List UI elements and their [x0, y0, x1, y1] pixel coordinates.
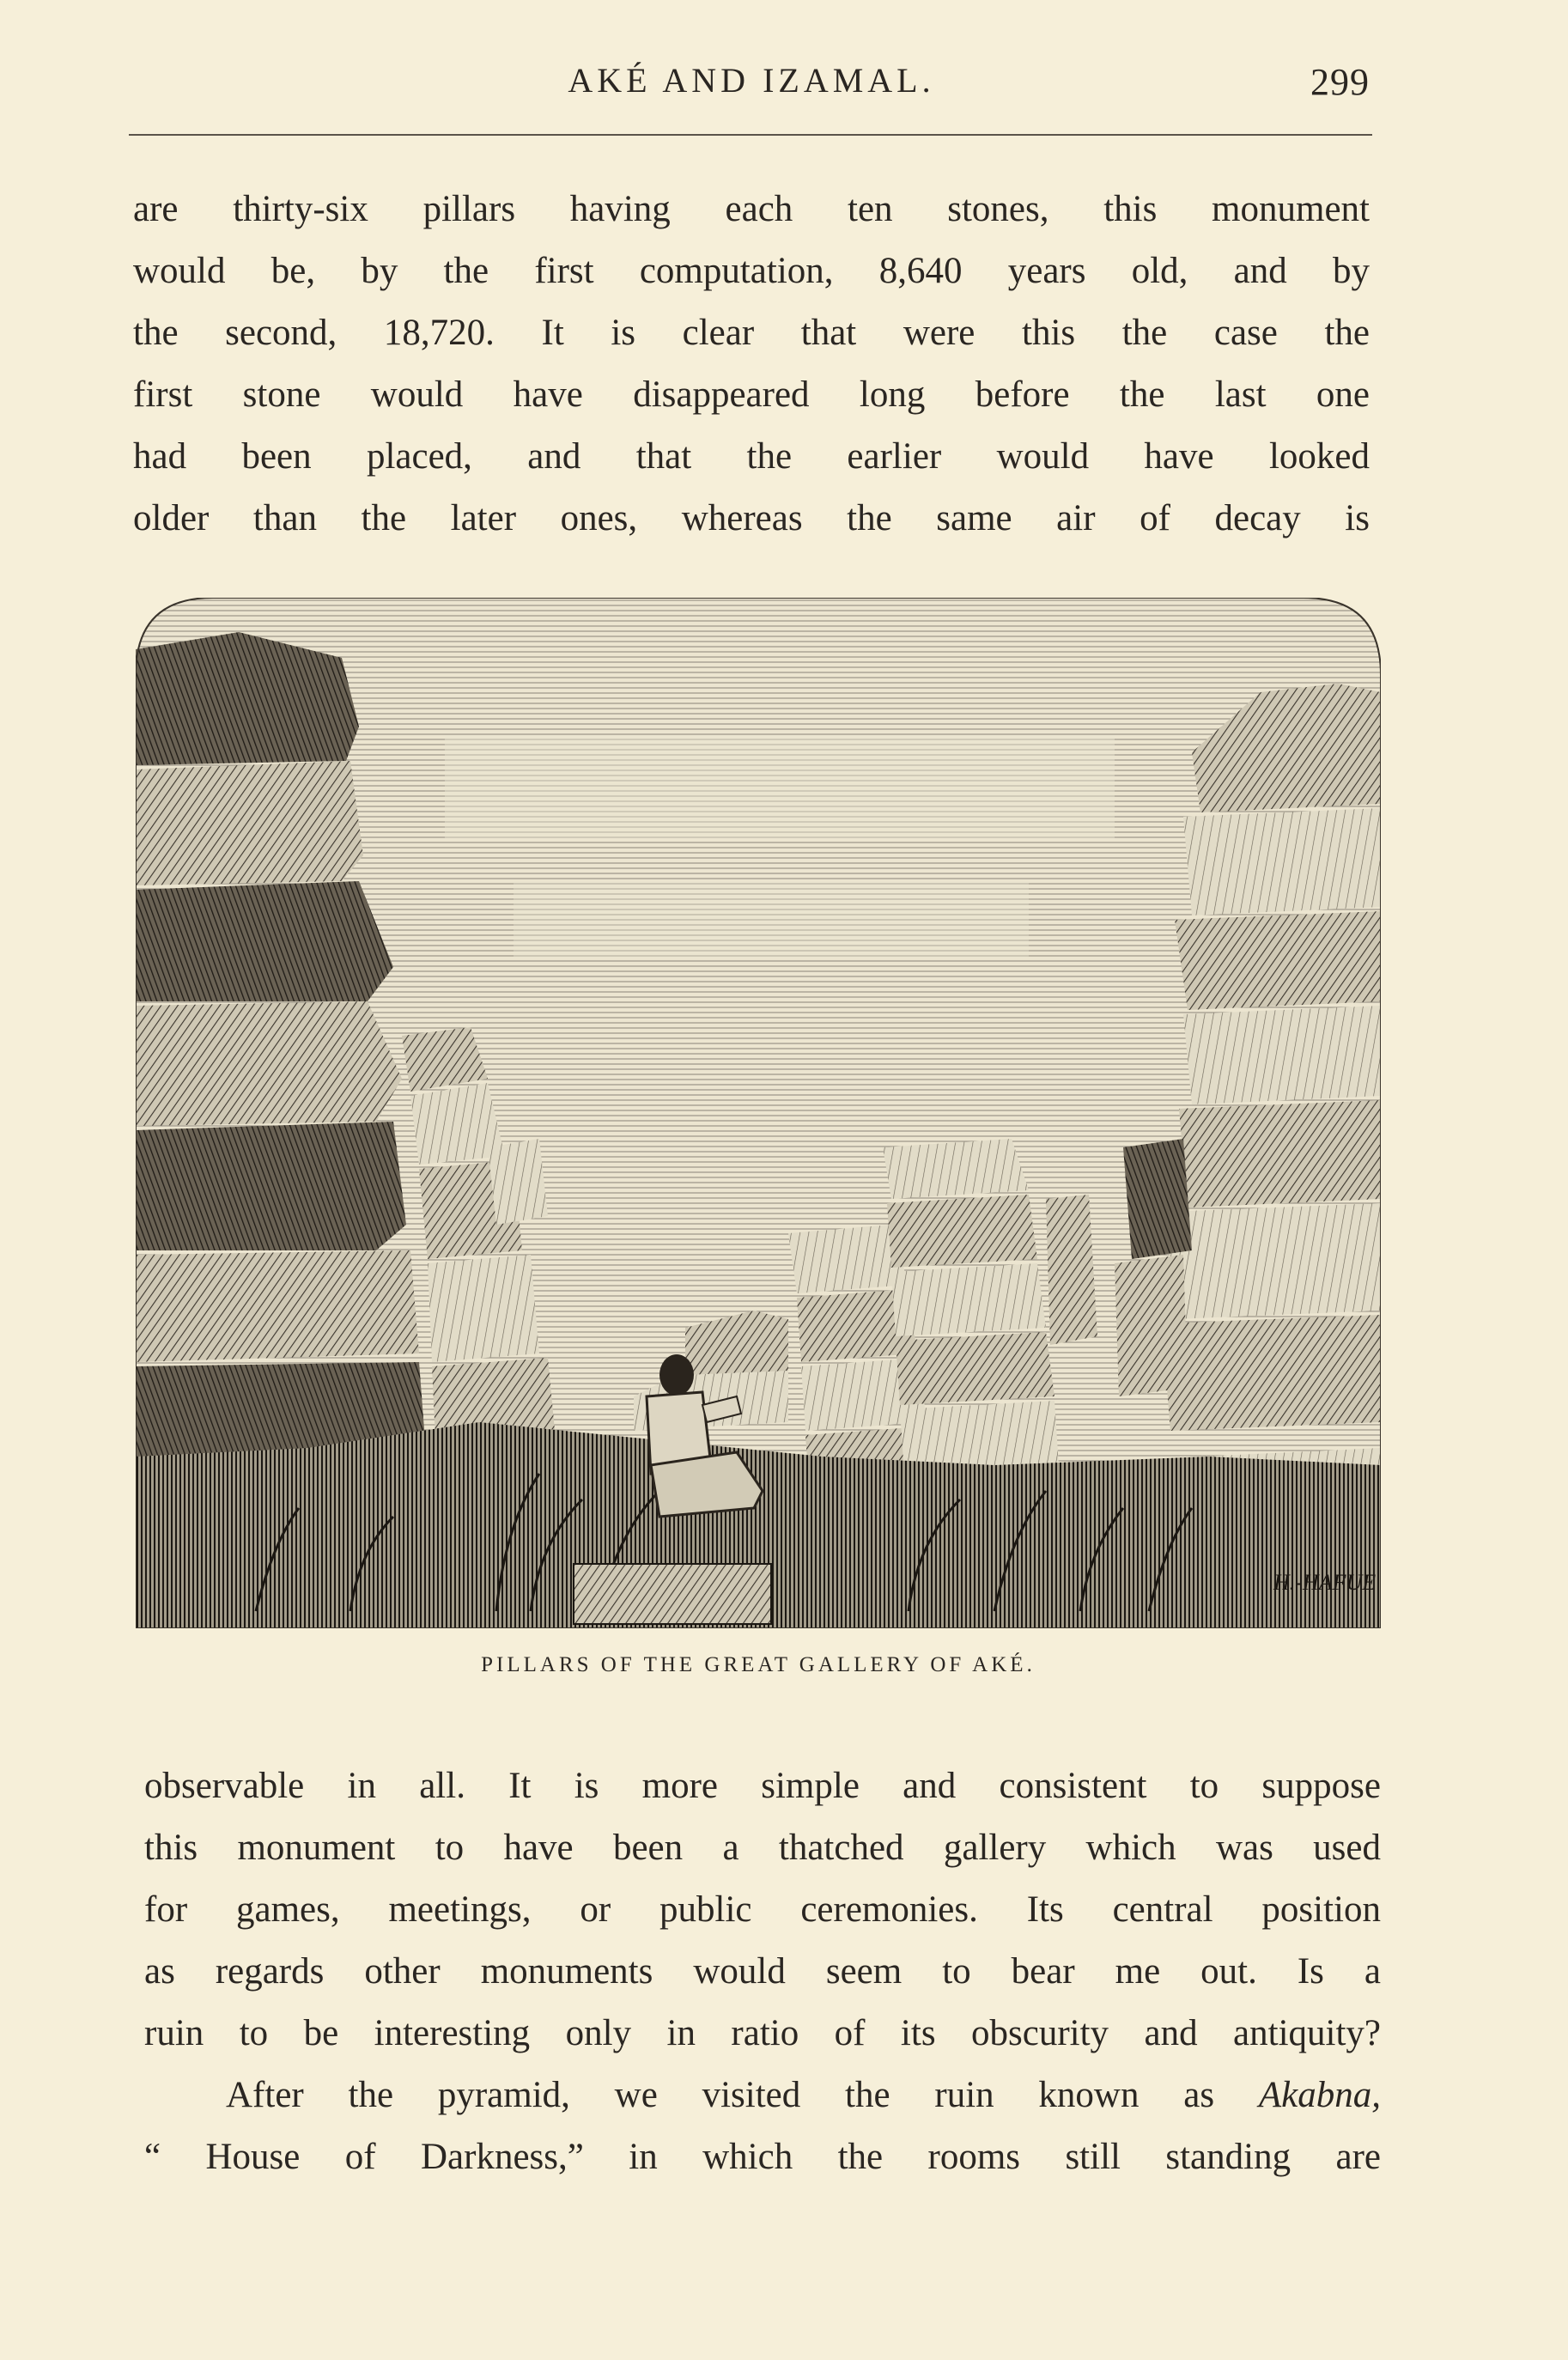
- text-line: had been placed, and that the earlier would have looked: [133, 436, 1370, 477]
- text-line: would be, by the first computation, 8,640 years old, and by: [133, 251, 1370, 291]
- figure-caption: [136, 1653, 1381, 1677]
- engraving-illustration: [136, 598, 1381, 1628]
- engraver-signature: H.-HAFUE: [1273, 1570, 1377, 1595]
- text-line: ruin to be interesting only in ratio of its obscurity and antiquity?: [144, 2013, 1381, 2053]
- text-line: older than the later ones, whereas the same air of decay is: [133, 498, 1370, 538]
- header-rule: [129, 134, 1372, 136]
- text-line: this monument to have been a thatched gallery which was used: [144, 1828, 1381, 1868]
- text-line: for games, meetings, or public ceremonies. Its central position: [144, 1889, 1381, 1930]
- text-span: After the pyramid, we visited the ruin known as: [226, 2075, 1215, 2115]
- running-title: AKÉ AND IZAMAL.: [568, 61, 935, 100]
- paragraph-bottom: [144, 1755, 1381, 2188]
- italic-term: Akabna,: [1258, 2075, 1381, 2115]
- caption-text: PILLARS OF THE GREAT GALLERY OF AKÉ.: [481, 1653, 1036, 1676]
- text-line: are thirty-six pillars having each ten stones, this monument: [133, 189, 1370, 229]
- text-line: the second, 18,720. It is clear that were this the case the: [133, 313, 1370, 353]
- text-line: as regards other monuments would seem to bear me out. Is a: [144, 1951, 1381, 1992]
- running-head: [133, 60, 1370, 112]
- text-line: first stone would have disappeared long before the last one: [133, 374, 1370, 415]
- paragraph-top: [133, 179, 1370, 550]
- page-number: 299: [1310, 61, 1370, 103]
- text-line: observable in all. It is more simple and consistent to suppose: [144, 1766, 1381, 1806]
- text-line-indented: [144, 2065, 1381, 2126]
- text-line: “ House of Darkness,” in which the rooms still standing are: [144, 2137, 1381, 2177]
